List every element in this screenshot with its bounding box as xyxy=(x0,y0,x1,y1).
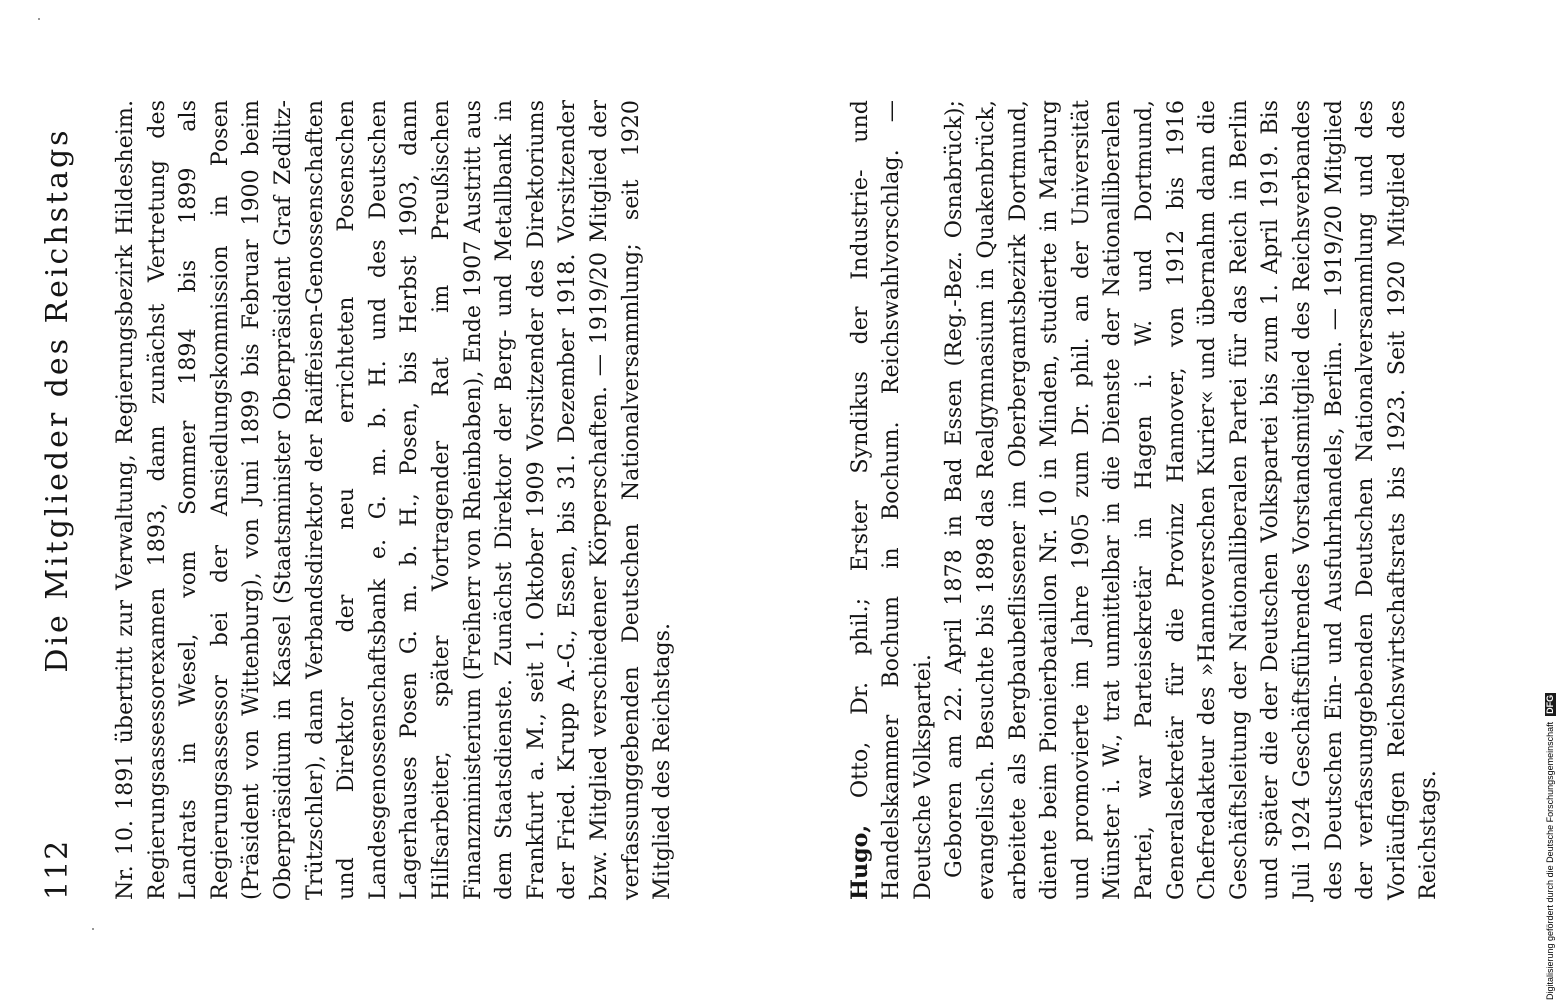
page-number: 112 xyxy=(40,839,75,900)
funding-note xyxy=(1545,0,1556,1000)
running-head xyxy=(40,0,80,900)
entry-name: Hugo, xyxy=(846,824,873,900)
scan-speck xyxy=(92,928,94,930)
dfg-logo-badge: DFG xyxy=(1545,694,1555,714)
continuation-paragraph: Nr. 10. 1891 übertritt zur Verwaltung, Regierungsbezirk Hildesheim. Regierungsassessorexamen 1893, dann zunächst Vertretung des Landrats in Wesel, vom Sommer 1894 bis 1899 als Regierungsassessor bei der Ansiedlungskommission in Posen (Präsident von Wittenburg), von Juni 1899 bis Februar 1900 beim Oberpräsidium in Kassel (Staatsminister Oberpräsident Graf Zedlitz-Trützschler), dann Verbandsdirektor der Raiffeisen-Genossenschaften und Direktor der neu errichteten Posenschen Landesgenossenschaftsbank e. G. m. b. H. und des Deutschen Lagerhauses Posen G. m. b. H., Posen, bis Herbst 1903, dann Hilfsarbeiter, später Vortragender Rat im Preußischen Finanzministerium (Freiherr von Rheinbaben), Ende 1907 Austritt aus dem Staatsdienste. Zunächst Direktor der Berg- und Metallbank in Frankfurt a. M., seit 1. Oktober 1909 Vorsitzender des Direktoriums der Fried. Krupp A.-G., Essen, bis 31. Dezember 1918. Vorsitzender bzw. Mitglied verschiedener Körperschaften. — 1919/20 Mitglied der verfassunggebenden Deutschen Nationalversammlung; seit 1920 Mitglied des Reichstags. xyxy=(112,100,676,900)
funding-note-text: Digitalisierung gefördert durch die Deutsche Forschungsgemeinschaft xyxy=(1545,721,1555,1000)
running-title: Die Mitglieder des Reichstags xyxy=(40,127,75,673)
entry-heading-text: Otto, Dr. phil.; Erster Syndikus der Industrie- und Handelskammer Bochum in Bochum. Reichswahlvorschlag. — Deutsche Volkspartei. xyxy=(846,100,936,900)
entry-body-paragraph: Geboren am 22. April 1878 in Bad Essen (Reg.-Bez. Osnabrück); evangelisch. Besuchte bis 1898 das Realgymnasium in Quakenbrück, arbeitete als Bergbaubeflissener im Oberbergamtsbezirk Dortmund, diente beim Pionierbataillon Nr. 10 in Minden, studierte in Marburg und promovierte im Jahre 1905 zum Dr. phil. an der Universität Münster i. W., trat unmittelbar in die Dienste der Nationalliberalen Partei, war Parteisekretär in Hagen i. W. und Dortmund, Generalsekretär für die Provinz Hannover, von 1912 bis 1916 Chefredakteur des »Hannoverschen Kurier« und übernahm dann die Geschäftsleitung der Nationalliberalen Partei für das Reich in Berlin und später die der Deutschen Volkspartei bis zum 1. April 1919. Bis Juli 1924 Geschäftsführendes Vorstandsmitglied des Reichsverbandes des Deutschen Ein- und Ausfuhrhandels, Berlin. — 1919/20 Mitglied der verfassunggebenden Deutschen Nationalversammlung und des Vorläufigen Reichswirtschaftsrats bis 1923. Seit 1920 Mitglied des Reichstags. xyxy=(941,100,1442,900)
text-block xyxy=(110,100,1445,900)
entry-separator xyxy=(679,100,845,900)
scan-speck xyxy=(38,18,40,20)
entry-heading xyxy=(845,100,940,900)
